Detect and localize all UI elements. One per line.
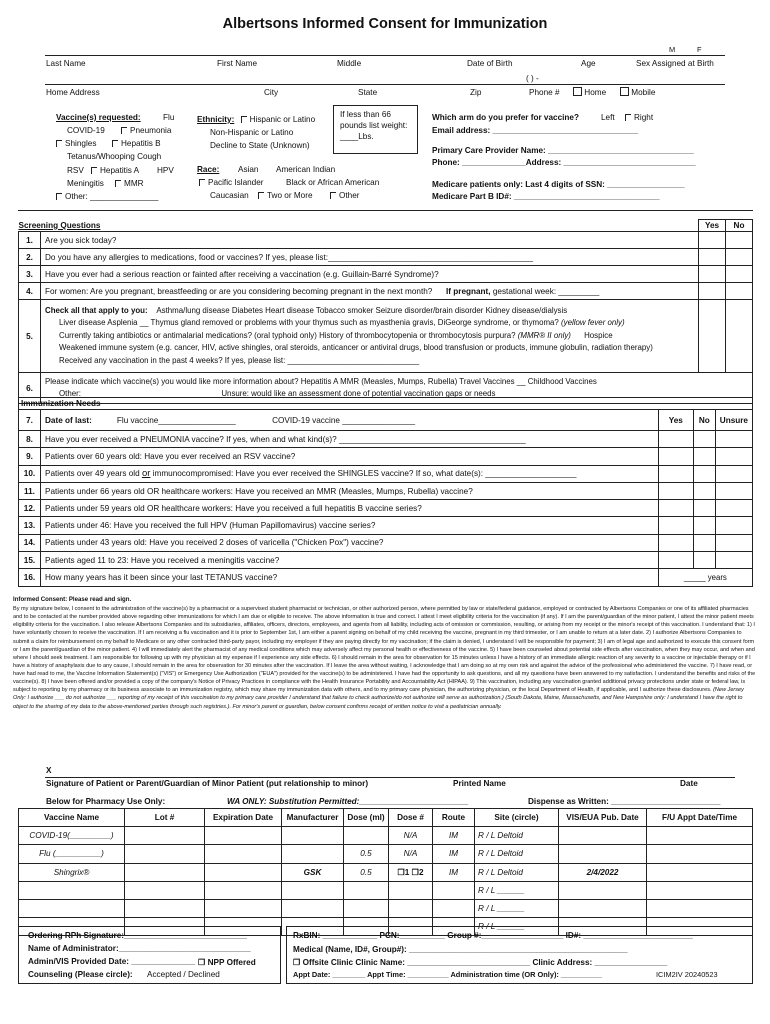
q5-heading: Check all that apply to you: <box>45 305 148 315</box>
needs-row-7 <box>19 410 753 431</box>
two-or-more-label: Two or More <box>267 191 313 200</box>
consent-body <box>13 605 758 711</box>
col-site: Site (circle) <box>475 809 559 827</box>
site-cell[interactable]: R / L ______ <box>475 899 559 917</box>
vaccines-heading: Vaccine(s) requested: <box>56 113 141 122</box>
pharmacy-header-row <box>19 809 753 827</box>
screening-row-5 <box>19 300 753 373</box>
vaccine-name-cell[interactable]: COVID-19(_________) <box>19 827 125 845</box>
q2-no[interactable] <box>726 249 753 266</box>
dose-ml-cell[interactable] <box>344 899 389 917</box>
q12-text: Patients under 59 years old OR healthcare workers: Have you received a full hepatitis B vaccine series? <box>41 500 659 517</box>
col-route: Route <box>433 809 475 827</box>
q11-unsure[interactable] <box>715 482 752 499</box>
pcp-field[interactable]: Primary Care Provider Name: ________________________________ <box>432 146 694 155</box>
race-heading: Race: <box>197 165 220 174</box>
city-label: City <box>264 88 279 97</box>
q3-text: Have you ever had a serious reaction or fainted after receiving a vaccination (e.g. Guillain-Barré Syndrome)? <box>41 266 699 283</box>
lot-cell[interactable] <box>125 827 205 845</box>
q10-question: immunocompromised: Have you ever received the SHINGLES vaccine? If so, what date(s): ____________________ <box>152 469 577 479</box>
mfr-cell[interactable] <box>282 845 344 863</box>
race-american-indian[interactable]: American Indian <box>276 165 336 174</box>
name-line[interactable] <box>45 55 725 56</box>
form-title: Albertsons Informed Consent for Immunization <box>222 16 548 32</box>
q8-yes[interactable] <box>658 431 693 448</box>
vaccine-flu[interactable]: Flu <box>163 113 175 122</box>
q10-unsure[interactable] <box>715 465 752 482</box>
npp-offered-checkbox[interactable]: ❒ NPP Offered <box>198 958 256 967</box>
arm-right[interactable] <box>625 113 653 122</box>
q14-unsure[interactable] <box>715 534 752 551</box>
pacific-label: Pacific Islander <box>208 178 264 187</box>
q14-yes[interactable] <box>658 534 693 551</box>
row-number: 16. <box>19 569 41 586</box>
q11-yes[interactable] <box>658 482 693 499</box>
row-number: 11. <box>19 482 41 499</box>
pharmacy-row <box>19 827 753 845</box>
vis-date-cell[interactable] <box>559 827 647 845</box>
lot-cell[interactable] <box>125 881 205 899</box>
vaccine-hepa[interactable] <box>91 166 139 175</box>
col-vis-date: VIS/EUA Pub. Date <box>559 809 647 827</box>
q5-conditions-2[interactable]: Liver disease Asplenia __ Thymus gland removed or problems with your thymus such as myasthenia gravis, DiGeorge syndrome, or thymoma? <box>59 318 559 328</box>
hispanic-label: Hispanic or Latino <box>249 115 316 124</box>
screening-row-2 <box>19 249 753 266</box>
q5-mmr-note: (MMR® II only) <box>517 330 571 340</box>
ethnicity-hispanic[interactable] <box>197 115 315 124</box>
q15-unsure[interactable] <box>715 552 752 569</box>
form-code: ICIM2IV 20240523 <box>656 970 718 979</box>
no-header: No <box>726 220 753 232</box>
other-label: Other: _______________ <box>65 192 159 201</box>
counseling-label: Counseling (Please circle): <box>28 970 133 979</box>
needs-row-9 <box>19 448 753 465</box>
q12-unsure[interactable] <box>715 500 752 517</box>
row-number: 2. <box>19 249 41 266</box>
q10-no[interactable] <box>693 465 715 482</box>
wa-only[interactable]: WA ONLY: Substitution Permitted:________________________ <box>227 797 469 806</box>
phone-paren: ( ) - <box>526 74 539 83</box>
vaccine-name-cell[interactable]: Shingrix® <box>19 863 125 881</box>
q16-years[interactable]: _____ years <box>658 569 752 586</box>
q8-unsure[interactable] <box>715 431 752 448</box>
needs-no-header: No <box>693 410 715 431</box>
offsite-clinic-field[interactable]: ❒ Offsite Clinic Clinic Name: ___________________________ Clinic Address: ________________ <box>293 958 668 967</box>
pharmacy-use-label: Below for Pharmacy Use Only: <box>46 797 166 806</box>
site-cell[interactable]: R / L ______ <box>475 918 559 936</box>
row-number: 4. <box>19 283 41 300</box>
lot-cell[interactable] <box>125 899 205 917</box>
q10-yes[interactable] <box>658 465 693 482</box>
pharmacy-row <box>19 845 753 863</box>
sex-m[interactable]: M <box>669 45 676 54</box>
weight-box[interactable]: If less than 66 pounds list weight: ____Lbs. <box>333 105 418 154</box>
vis-date-cell[interactable] <box>559 881 647 899</box>
exp-cell[interactable] <box>205 881 282 899</box>
dose-ml-cell[interactable]: 0.5 <box>344 845 389 863</box>
yes-header: Yes <box>699 220 726 232</box>
printed-name-label: Printed Name <box>453 779 506 788</box>
vaccine-name-cell[interactable] <box>19 881 125 899</box>
row-number: 10. <box>19 465 41 482</box>
col-dose-number: Dose # <box>389 809 433 827</box>
row-number: 8. <box>19 431 41 448</box>
row-number: 9. <box>19 448 41 465</box>
q5-hospice[interactable]: Hospice <box>584 330 613 340</box>
q15-yes[interactable] <box>658 552 693 569</box>
signature-line[interactable] <box>45 777 735 778</box>
screening-row-4 <box>19 283 753 300</box>
row-number: 5. <box>19 300 41 373</box>
state-label: State <box>358 88 378 97</box>
q14-no[interactable] <box>693 534 715 551</box>
consent-heading: Informed Consent: Please read and sign. <box>13 596 132 603</box>
needs-table <box>18 397 753 587</box>
race-caucasian[interactable]: Caucasian <box>210 191 249 200</box>
q3-yes[interactable] <box>699 266 726 283</box>
signature-label: Signature of Patient or Parent/Guardian of Minor Patient (put relationship to minor) <box>46 779 369 788</box>
screening-row-1 <box>19 232 753 249</box>
lot-cell[interactable] <box>125 845 205 863</box>
row-number: 7. <box>19 410 41 431</box>
shingles-label: Shingles <box>65 139 97 148</box>
screening-heading: Screening Questions <box>19 220 699 232</box>
dose-number-cell[interactable]: N/A <box>389 845 433 863</box>
dose-ml-cell[interactable] <box>344 827 389 845</box>
ethnicity-heading: Ethnicity: <box>197 115 235 124</box>
route-cell[interactable] <box>433 899 475 917</box>
home-checkbox[interactable] <box>573 87 606 97</box>
race-pacific[interactable] <box>199 178 264 187</box>
needs-unsure-header: Unsure <box>715 410 752 431</box>
last-name-label: Last Name <box>46 59 86 68</box>
q1-text: Are you sick today? <box>41 232 699 249</box>
vaccine-shingles[interactable] <box>56 139 96 148</box>
exp-cell[interactable] <box>205 863 282 881</box>
col-expiration: Expiration Date <box>205 809 282 827</box>
pharmacy-table <box>18 808 753 936</box>
exp-cell[interactable] <box>205 845 282 863</box>
pneumonia-label: Pneumonia <box>130 126 172 135</box>
q4-pregnant: If pregnant, <box>445 286 491 296</box>
q10-age: Patients over 49 years old <box>45 469 140 479</box>
vis-date-cell[interactable] <box>559 899 647 917</box>
signature-x: X <box>46 766 52 775</box>
vaccine-mmr[interactable] <box>115 179 144 188</box>
counseling-options[interactable]: Accepted / Declined <box>147 970 220 979</box>
q5-conditions-3[interactable]: Currently taking antibiotics or antimalarial medications? (oral typhoid only) History of thrombocytopenia or thrombocytosis purpura? <box>59 330 516 340</box>
q3-no[interactable] <box>726 266 753 283</box>
col-lot: Lot # <box>125 809 205 827</box>
site-cell[interactable]: R / L Deltoid <box>475 863 559 881</box>
fu-appt-cell[interactable] <box>647 827 753 845</box>
needs-yes-header: Yes <box>658 410 693 431</box>
rph-signature[interactable]: Ordering RPh Signature:___________________________ <box>28 931 247 940</box>
needs-row-13 <box>19 517 753 534</box>
site-cell[interactable]: R / L Deltoid <box>475 827 559 845</box>
race-two-or-more[interactable] <box>258 191 313 200</box>
vaccine-covid[interactable]: COVID-19 <box>67 126 105 135</box>
needs-row-8 <box>19 431 753 448</box>
race-other[interactable] <box>330 191 359 200</box>
vaccine-tdap[interactable]: Tetanus/Whooping Cough <box>67 152 162 161</box>
q8-no[interactable] <box>693 431 715 448</box>
row-number: 13. <box>19 517 41 534</box>
age-label: Age <box>581 59 596 68</box>
q5-conditions-1[interactable]: Asthma/lung disease Diabetes Heart disease Tobacco smoker Seizure disorder/brain disorder Kidney disease/dialysis <box>156 305 568 315</box>
phone-label: Phone # <box>529 88 560 97</box>
q10-or: or <box>141 468 151 480</box>
hepa-label: Hepatitis A <box>100 166 140 175</box>
race-other-label: Other <box>339 191 360 200</box>
q2-text: Do you have any allergies to medications, food or vaccines? If yes, please list:_____________________________________________ <box>41 249 699 266</box>
vaccine-name-cell[interactable]: Flu (__________) <box>19 845 125 863</box>
pharmacy-row <box>19 881 753 899</box>
q4-week[interactable]: gestational week: _________ <box>492 286 600 296</box>
screening-table <box>18 219 753 404</box>
q13-text: Patients under 46: Have you received the full HPV (Human Papillomavirus) vaccine series? <box>41 517 659 534</box>
address-line[interactable] <box>45 84 725 85</box>
mobile-box[interactable] <box>620 87 629 96</box>
vaccine-other[interactable] <box>56 192 158 201</box>
q12-no[interactable] <box>693 500 715 517</box>
vaccine-rsv[interactable]: RSV <box>67 166 84 175</box>
q13-yes[interactable] <box>658 517 693 534</box>
q4-yes[interactable] <box>699 283 726 300</box>
mmr-label: MMR <box>124 179 144 188</box>
row-number: 15. <box>19 552 41 569</box>
q11-no[interactable] <box>693 482 715 499</box>
q9-unsure[interactable] <box>715 448 752 465</box>
fu-appt-cell[interactable] <box>647 845 753 863</box>
q6-line2[interactable]: Other: _______________________________ Unsure: would like an assessment done of potential vaccination gaps or needs <box>59 389 496 398</box>
section-divider <box>18 210 753 211</box>
middle-label: Middle <box>337 59 362 68</box>
zip-label: Zip <box>470 88 482 97</box>
home-box[interactable] <box>573 87 582 96</box>
first-name-label: First Name <box>217 59 258 68</box>
race-black[interactable]: Black or African American <box>286 178 380 187</box>
date-label: Date <box>680 779 698 788</box>
route-cell[interactable]: IM <box>433 827 475 845</box>
q11-text: Patients under 66 years old OR healthcare workers: Have you received an MMR (Measles, Mumps, Rubella) vaccine? <box>41 482 659 499</box>
right-label: Right <box>634 113 654 122</box>
medical-field[interactable]: Medical (Name, ID#, Group#): ________________________________________________ <box>293 945 628 954</box>
partb-field[interactable]: Medicare Part B ID#: ________________________________ <box>432 192 660 201</box>
vis-provided-date[interactable]: Admin/VIS Provided Date: ______________ <box>28 957 196 966</box>
vaccine-hepb[interactable] <box>112 139 161 148</box>
q10-text <box>41 465 659 482</box>
q7-flu[interactable]: Flu vaccine_________________ <box>116 415 236 425</box>
dispense-as-written[interactable]: Dispense as Written: ________________________ <box>528 797 721 806</box>
q9-yes[interactable] <box>658 448 693 465</box>
address-label: Home Address <box>46 88 100 97</box>
fu-appt-cell[interactable] <box>647 881 753 899</box>
mfr-cell[interactable]: GSK <box>282 863 344 881</box>
q6-line1[interactable]: Please indicate which vaccine(s) you would like more information about? Hepatitis A MMR (Measles, Mumps, Rubella) Travel Vaccines __ Childhood Vaccines <box>45 376 597 386</box>
mfr-cell[interactable] <box>282 827 344 845</box>
q5-recent-vaccine[interactable]: Received any vaccination in the past 4 weeks? If yes, please list: ______________________________ <box>59 355 420 365</box>
dose-number-cell[interactable]: ❒1 ❒2 <box>389 863 433 881</box>
q13-no[interactable] <box>693 517 715 534</box>
dose-ml-cell[interactable] <box>344 881 389 899</box>
lot-cell[interactable] <box>125 863 205 881</box>
dob-label: Date of Birth <box>467 59 513 68</box>
race-asian[interactable]: Asian <box>238 165 259 174</box>
dose-number-cell[interactable] <box>389 881 433 899</box>
q9-text: Patients over 60 years old: Have you ever received an RSV vaccine? <box>41 448 659 465</box>
q4-question: For women: Are you pregnant, breastfeeding or are you considering becoming pregnant in the next month? <box>45 286 433 296</box>
q14-text: Patients under 43 years old: Have you received 2 doses of varicella ("Chicken Pox") vaccine? <box>41 534 659 551</box>
q5-yes[interactable] <box>699 300 726 373</box>
home-label: Home <box>584 88 607 97</box>
mobile-checkbox[interactable] <box>620 87 655 97</box>
needs-row-11 <box>19 482 753 499</box>
administrator-name[interactable]: Name of Administrator:_____________________________ <box>28 944 251 953</box>
q15-no[interactable] <box>693 552 715 569</box>
exp-cell[interactable] <box>205 827 282 845</box>
row-number: 1. <box>19 232 41 249</box>
dose-ml-cell[interactable]: 0.5 <box>344 863 389 881</box>
q8-text: Have you ever received a PNEUMONIA vaccine? If yes, when and what kind(s)? _________________________________________ <box>41 431 659 448</box>
route-cell[interactable]: IM <box>433 863 475 881</box>
consent-italic: (New Jersey Only: I authorize ___ do not authorize ___ reporting of my receipt of this vaccination to my primary care provider I understand that failure to check authorize/do not authorize will serve as authorization.) (South Dakota, Maine, Massachusetts, and New Hampshire only: I understand I have the right to object to the sharing of my data to the above-mentioned parties through such registries.). For minor's parent or guardian, below consent confirms receipt of written notice to visit a pediatrician annually. <box>13 687 744 710</box>
q7-label: Date of last: <box>45 415 92 425</box>
vaccine-pneumonia[interactable] <box>121 126 171 135</box>
sex-f[interactable]: F <box>697 45 702 54</box>
q5-immune[interactable]: Weakened immune system (e.g. cancer, HIV, active shingles, oral steroids, anticancer or antiviral drugs, blood transfusion or products, immune globulin, radiation therapy) <box>59 343 653 353</box>
vaccine-meningitis[interactable]: Meningitis <box>67 179 104 188</box>
q4-text <box>41 283 699 300</box>
ssn-field[interactable]: Medicare patients only: Last 4 digits of SSN: _________________ <box>432 180 685 189</box>
q9-no[interactable] <box>693 448 715 465</box>
col-manufacturer: Manufacturer <box>282 809 344 827</box>
q16-text: How many years has it been since your last TETANUS vaccine? <box>41 569 659 586</box>
row-number: 6. <box>19 373 41 404</box>
route-cell[interactable] <box>433 881 475 899</box>
q2-yes[interactable] <box>699 249 726 266</box>
q15-text: Patients aged 11 to 23: Have you received a meningitis vaccine? <box>41 552 659 569</box>
email-field[interactable]: Email address: ________________________________ <box>432 126 639 135</box>
q7-covid[interactable]: COVID-19 vaccine ________________ <box>272 415 416 425</box>
exp-cell[interactable] <box>205 899 282 917</box>
needs-row-15 <box>19 552 753 569</box>
screening-row-3 <box>19 266 753 283</box>
ethnicity-non-hispanic[interactable]: Non-Hispanic or Latino <box>210 128 294 137</box>
row-number: 12. <box>19 500 41 517</box>
dose-number-cell[interactable]: N/A <box>389 827 433 845</box>
sex-label: Sex Assigned at Birth <box>636 59 714 68</box>
fu-appt-cell[interactable] <box>647 863 753 881</box>
site-cell[interactable]: R / L Deltoid <box>475 845 559 863</box>
col-fu-appt: F/U Appt Date/Time <box>647 809 753 827</box>
ethnicity-decline[interactable]: Decline to State (Unknown) <box>210 141 310 150</box>
q12-yes[interactable] <box>658 500 693 517</box>
row-number: 3. <box>19 266 41 283</box>
needs-row-12 <box>19 500 753 517</box>
mobile-label: Mobile <box>631 88 656 97</box>
consent-text: By my signature below, I consent to the administration of the vaccine(s) by a pharmacist or a supervised student pharmacist or technician, or other authorized person, where permitted by law or state/federal guidance, employed or contracted by Albertsons Companies or one of its affiliated pharmacies and to be contacted at the number provided above regarding other immunizations for which I am due or eligible to receive. The above information is true and correct. I attest I meet eligibility criteria for the vaccination (if any). If I am the parent/guardian of the minor patient, I attest the minor patient meets eligibility criteria for the vaccination. I also release Albertsons Companies and its subsidiaries, affiliates, officers, directors, employees, and agents from all liability, including acts of omission or commission, resulting, or arising from my receipt or the minor's receipt of this vaccination. I understand that: 1) I have voluntarily chosen to receive the vaccination. If I am receiving a flu vaccination and it is prior to September 1st, I am either a parent signing on behalf of my child receiving the vaccine, pregnant in my third trimester, or I am unable to return at a later date. 2) I authorize Albertsons Companies to submit a claim for reimbursement on my behalf to Medicare or any other contracted third-party payor, including my employer if they are paying directly for my vaccination; if the claim is denied, I understand I will be responsible for payment; 3) I am of legal age and authorized to execute this consent form or I am the parent/guardian of the minor patient. 4) I will immediately alert the pharmacist of any medical conditions which may adversely affect my personal health or effectiveness of the vaccine. 5) I have been counseled about potential side effects after vaccination, when they may occur, and when and where I should seek treatment. I am responsible for following up with my physician at my expense if I experience any side effects. 6) I should remain in the area for observation for 15 minutes unless I have a history of an immediate allergic reaction of any severity to a vaccine or injectable therapy or if I have a history of anaphylaxis due to any cause, I should remain in the area for observation for 30 minutes after the vaccination. If I leave the area without waiting, I acknowledge that I am doing so at my own risk and against the advice of the professional who administered the vaccine. 7) I have read, or have had read to me, the Vaccine Information Statement(s) ("VIS") or Emergency Use Authorization ("EUA") provided for the vaccine(s) to be administered. I have had the opportunity to ask questions, and all my questions have been answered to my satisfaction. I understand the benefits and risks of the vaccine(s). 8) I have been offered and/or provided a copy of the company's Notice of Privacy Practices in compliance with the Health Insurance Portability and Accountability Act (HIPAA). 9) This vaccination, including any vaccination granted additional privacy protections under state or federal law, is subject to reporting by my pharmacy or its business associate to an immunization registry, which may share my immunization data with others, and to my primary care physician, the authorizing physician, or the local Department of Health, if applicable, and I authorize these disclosures. <box>13 606 756 694</box>
needs-heading: Immunization Needs <box>19 398 753 410</box>
pharmacy-row <box>19 863 753 881</box>
needs-row-16 <box>19 569 753 586</box>
q13-unsure[interactable] <box>715 517 752 534</box>
route-cell[interactable]: IM <box>433 845 475 863</box>
arm-left[interactable]: Left <box>601 113 615 122</box>
mfr-cell[interactable] <box>282 899 344 917</box>
site-cell[interactable]: R / L ______ <box>475 881 559 899</box>
pcp-phone-field[interactable]: Phone: ______________Address: _____________________________ <box>432 158 696 167</box>
appt-field[interactable]: Appt Date: ________ Appt Time: __________ Administration time (OR Only): __________ <box>293 970 603 979</box>
needs-row-10 <box>19 465 753 482</box>
q5-no[interactable] <box>726 300 753 373</box>
arm-question: Which arm do you prefer for vaccine? <box>432 113 579 122</box>
q5-text <box>41 300 699 373</box>
vaccine-hpv[interactable]: HPV <box>157 166 174 175</box>
rxbin-field[interactable]: RxBIN: ____________ PCN:__________ Group #:__________________ ID#: ________________________ <box>293 931 693 940</box>
vis-date-cell[interactable] <box>559 845 647 863</box>
q7-text <box>41 410 659 431</box>
fu-appt-cell[interactable] <box>647 899 753 917</box>
hepb-label: Hepatitis B <box>121 139 161 148</box>
pharmacy-row <box>19 899 753 917</box>
q1-no[interactable] <box>726 232 753 249</box>
dose-number-cell[interactable] <box>389 899 433 917</box>
q4-no[interactable] <box>726 283 753 300</box>
q5-yellow-fever: (yellow fever only) <box>561 318 625 328</box>
col-dose-ml: Dose (ml) <box>344 809 389 827</box>
needs-row-14 <box>19 534 753 551</box>
q1-yes[interactable] <box>699 232 726 249</box>
col-vaccine-name: Vaccine Name <box>19 809 125 827</box>
row-number: 14. <box>19 534 41 551</box>
vaccine-name-cell[interactable] <box>19 899 125 917</box>
vis-date-cell[interactable]: 2/4/2022 <box>559 863 647 881</box>
mfr-cell[interactable] <box>282 881 344 899</box>
